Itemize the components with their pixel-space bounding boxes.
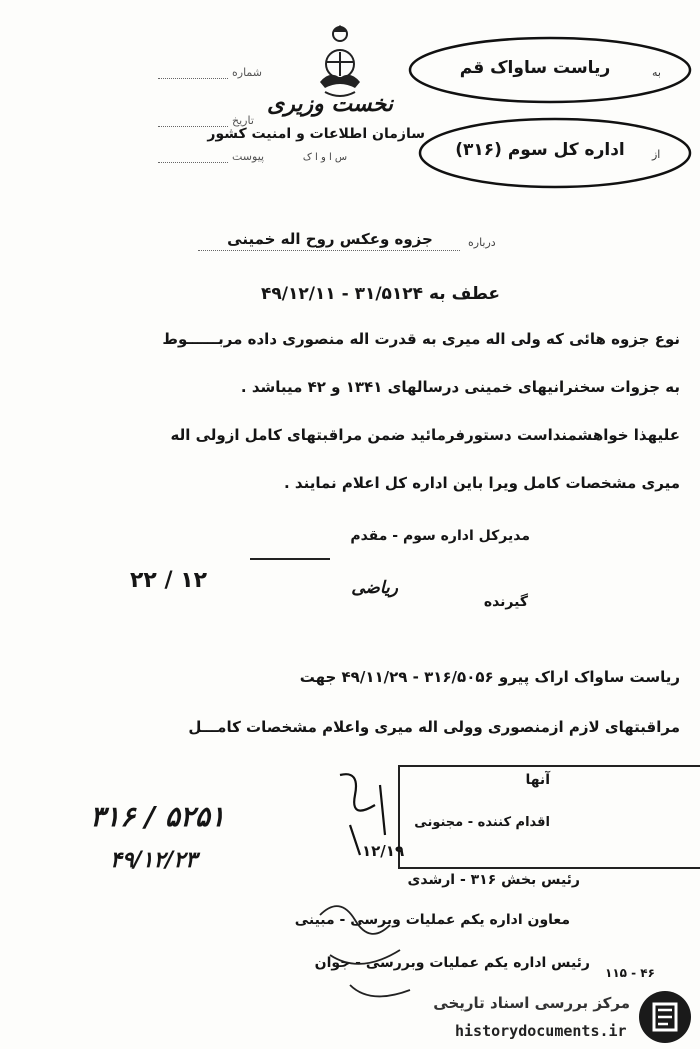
stamp-date: ۱۲/۱۹ xyxy=(362,842,405,860)
chief-signature: رئیس اداره یکم عملیات وبررسی - جوان xyxy=(314,955,590,971)
from-label: از xyxy=(652,148,661,161)
handwritten-date: ۲۲ / ۱۲ xyxy=(130,568,208,593)
body-line-3: علیهذا خواهشمنداست دستورفرمائید ضمن مراقبتهای کامل ازولی اله xyxy=(170,426,680,444)
subject-value: جزوه وعکس روح اله خمینی xyxy=(227,230,433,248)
reference-line: عطف به ۳۱/۵۱۲۴ - ۴۹/۱۲/۱۱ xyxy=(260,284,500,304)
organization-name: سازمان اطلاعات و امنیت کشور xyxy=(207,126,425,142)
organization-subline: س ا و ا ک xyxy=(302,152,348,163)
stamp-title: آنها xyxy=(525,772,550,788)
director-mark xyxy=(250,558,330,560)
attachment-label: پیوست xyxy=(232,150,265,163)
stamp-action-line: اقدام کننده - مجنونی xyxy=(414,815,550,830)
watermark-text: مرکز بررسی اسناد تاریخی xyxy=(433,994,630,1012)
ministry-name: نخست وزیری xyxy=(267,92,393,117)
subject-line xyxy=(198,250,460,251)
director-signature: مدیرکل اداره سوم - مقدم xyxy=(350,528,530,544)
archive-logo-icon xyxy=(636,988,694,1046)
subject-label: درباره xyxy=(468,236,496,249)
deputy-signature: معاون اداره یکم عملیات وبرسی - مبینی xyxy=(294,912,570,928)
head-section-signature: رئیس بخش ۳۱۶ - ارشدی xyxy=(407,872,580,888)
number-field-line xyxy=(158,78,228,79)
number-label: شماره xyxy=(232,66,263,79)
handwritten-ref-number: ۳۱۶ / ۵۲۵۱ xyxy=(90,800,225,833)
to-value: ریاست ساواک قم xyxy=(459,58,611,78)
address-ovals-drawing xyxy=(395,28,695,198)
body-line-1: نوع جزوه هائی که ولی اله میری به قدرت اله منصوری داده مربــــــوط xyxy=(162,330,680,348)
forward-line-2: مراقبتهای لازم ازمنصوری وولی اله میری واعلام مشخصات کامـــل xyxy=(188,718,680,736)
handwritten-ref-date: ۴۹/۱۲/۲۳ xyxy=(110,848,197,873)
date-field-line xyxy=(158,126,228,127)
body-line-4: میری مشخصات کامل ویرا باین اداره کل اعلام نمایند . xyxy=(284,474,680,492)
document-code: ۱۱۵ - ۴۶ xyxy=(605,966,655,980)
lion-and-sun-emblem-icon xyxy=(305,22,375,102)
date-label: تاریخ xyxy=(232,114,254,127)
forward-line-1: ریاست ساواک اراک پیرو ۳۱۶/۵۰۵۶ - ۴۹/۱۱/۲۹ جهت xyxy=(299,668,680,686)
handwritten-note: ریاضی xyxy=(351,578,398,598)
attachment-field-line xyxy=(158,162,228,163)
body-line-2: به جزوات سخنرانیهای خمینی درسالهای ۱۳۴۱ و ۴۲ میباشد . xyxy=(240,378,680,396)
from-value: اداره کل سوم (۳۱۶) xyxy=(455,140,625,160)
watermark-url: historydocuments.ir xyxy=(455,1022,627,1040)
receiver-label: گیرنده xyxy=(483,594,528,610)
handwritten-scribble-icon xyxy=(320,765,410,865)
to-label: به xyxy=(652,66,661,79)
signature-scribble-icon xyxy=(310,895,420,1015)
